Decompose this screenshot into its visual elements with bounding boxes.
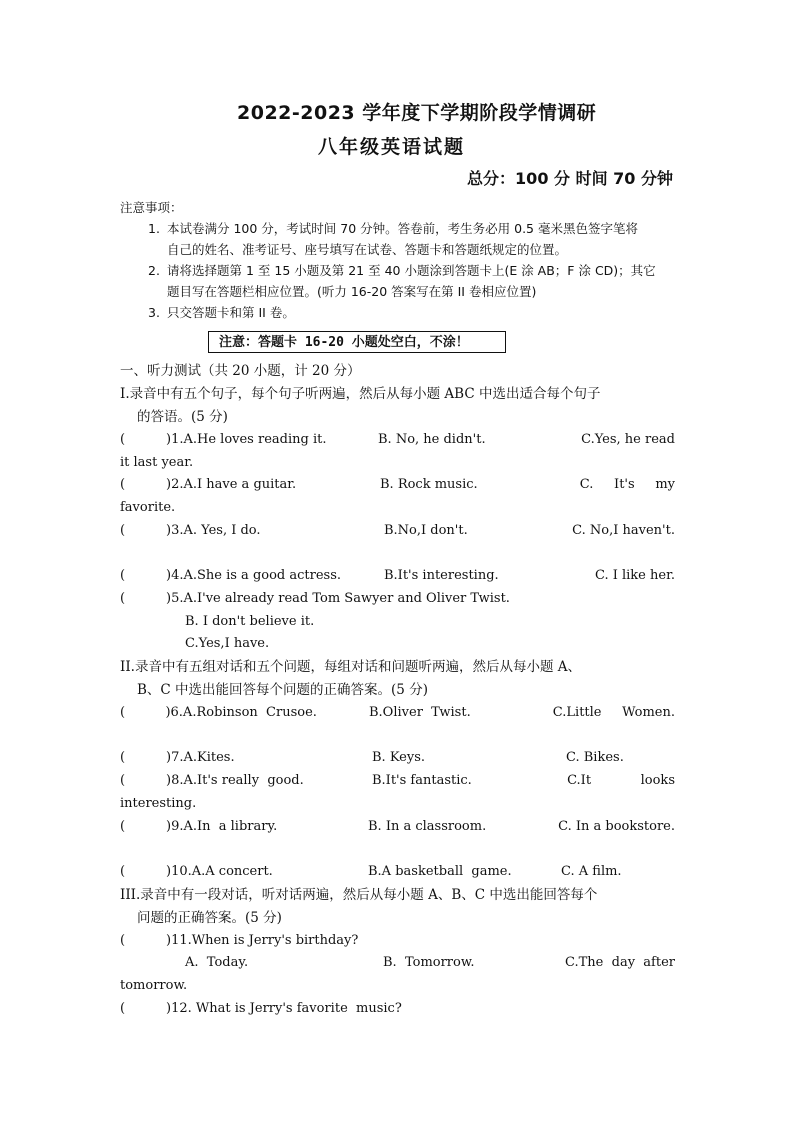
spacer (120, 838, 675, 861)
option-a: )7.A.Kites. (166, 750, 235, 766)
option-b: B. Tomorrow. (383, 955, 475, 971)
options-row (120, 952, 675, 975)
answer-blank[interactable]: ( (120, 818, 126, 834)
part-instruction: II.录音中有五组对话和五个问题，每组对话和问题听两遍，然后从每小题 A、 (120, 659, 581, 676)
note-text: 请将选择题第 1 至 15 小题及第 21 至 40 小题涂到答题卡上(E 涂 AB；F 涂 CD)；其它 (167, 263, 656, 278)
option-b: B.Oliver Twist. (369, 705, 471, 721)
question-row (120, 429, 675, 452)
note-text: 自己的姓名、准考证号、座号填写在试卷、答题卡和答题纸规定的位置。 (167, 242, 568, 257)
option-c: C. No,I haven't. (572, 522, 675, 538)
spacer (120, 725, 675, 748)
option-c: C. Bikes. (566, 750, 624, 766)
option-b: B. In a classroom. (368, 818, 487, 834)
option-a: )3.A. Yes, I do. (166, 522, 261, 538)
question-row (120, 770, 675, 793)
answer-blank[interactable]: ( (120, 863, 126, 879)
option-c: C. It's my (579, 477, 675, 493)
option-c: C.Yes,I have. (185, 636, 270, 652)
question-row (120, 747, 675, 770)
notes-heading: 注意事项： (120, 200, 183, 215)
exam-subtitle: 八年级英语试题 (318, 136, 466, 158)
option-c: C.It looks (567, 773, 675, 789)
part-instruction: I.录音中有五个句子，每个句子听两遍，然后从每小题 ABC 中选出适合每个句子 (120, 386, 601, 402)
answer-blank[interactable]: ( (120, 932, 126, 948)
option-c: C.The day after (565, 955, 675, 971)
answer-blank[interactable]: ( (120, 773, 126, 789)
part-instruction: 问题的正确答案。(5 分) (137, 909, 282, 926)
answer-blank[interactable]: ( (120, 750, 126, 766)
option-b: B. I don't believe it. (185, 613, 315, 629)
option-b: B. Keys. (372, 750, 426, 766)
note-text: 题目写在答题栏相应位置。(听力 16-20 答案写在第 II 卷相应位置) (167, 284, 537, 299)
option-a: )6.A.Robinson Crusoe. (165, 705, 317, 721)
question-stem: )11.When is Jerry's birthday? (166, 932, 359, 948)
question-row (120, 998, 675, 1021)
question-row (120, 565, 675, 588)
part-instruction: 的答语。(5 分) (137, 409, 228, 425)
answer-blank[interactable]: ( (120, 522, 126, 538)
question-stem: )12. What is Jerry's favorite music? (166, 1000, 402, 1016)
answer-blank[interactable]: ( (120, 568, 126, 584)
question-row (120, 520, 675, 543)
answer-blank[interactable]: ( (120, 477, 126, 493)
option-b: B. Rock music. (380, 477, 478, 493)
option-wrap: interesting. (120, 795, 197, 811)
option-c: C.Yes, he read (581, 432, 675, 447)
option-a: )1.A.He loves reading it. (166, 432, 327, 447)
option-a: )5.A.I've already read Tom Sawyer and Oliver Twist. (166, 590, 510, 606)
option-b: B. No, he didn't. (378, 432, 486, 447)
option-a: A. Today. (185, 955, 249, 971)
note-item (120, 260, 675, 302)
option-b: B.No,I don't. (384, 522, 468, 538)
option-b: B.It's interesting. (384, 568, 499, 584)
option-a: )4.A.She is a good actress. (166, 568, 342, 584)
part-instruction: B、C 中选出能回答每个问题的正确答案。(5 分) (137, 682, 428, 699)
option-a: )8.A.It's really good. (166, 773, 304, 789)
option-b: B.It's fantastic. (372, 773, 472, 789)
note-text: 本试卷满分 100 分，考试时间 70 分钟。答卷前，考生务必用 0.5 毫米黑色签字笔将 (167, 221, 638, 236)
section-title: 一、听力测试（共 20 小题，计 20 分） (120, 363, 361, 379)
question-row (120, 930, 675, 953)
option-a: )9.A.In a library. (166, 818, 278, 834)
note-text: 只交答题卡和第 II 卷。 (167, 305, 295, 320)
option-wrap: favorite. (120, 500, 176, 516)
note-item (120, 302, 675, 323)
score-time-line: 总分：100 分 时间 70 分钟 (467, 169, 673, 188)
option-c: C. A film. (561, 863, 622, 879)
answer-blank[interactable]: ( (120, 432, 126, 447)
option-wrap: tomorrow. (120, 978, 188, 994)
question-row (120, 474, 675, 497)
notes-section (120, 198, 675, 323)
note-number: 2. (148, 263, 160, 278)
option-wrap: it last year. (120, 454, 194, 470)
exam-title: 2022-2023 学年度下学期阶段学情调研 (237, 102, 597, 124)
option-c: C. I like her. (594, 568, 675, 584)
answer-blank[interactable]: ( (120, 705, 126, 721)
note-item (120, 218, 675, 260)
option-c: C. In a bookstore. (558, 818, 675, 834)
option-a: )10.A.A concert. (166, 863, 273, 879)
option-b: B.A basketball game. (368, 863, 512, 879)
part-instruction: III.录音中有一段对话，听对话两遍，然后从每小题 A、B、C 中选出能回答每个 (120, 886, 598, 903)
question-row (120, 861, 675, 884)
question-row (120, 816, 675, 839)
answer-blank[interactable]: ( (120, 590, 126, 606)
warning-box: 注意：答题卡 16-20 小题处空白，不涂！ (208, 331, 506, 353)
option-c: C.Little Women. (552, 705, 675, 721)
question-row (120, 702, 675, 725)
question-row (120, 588, 675, 611)
spacer (120, 543, 675, 566)
listening-section (120, 360, 675, 1020)
note-number: 1. (148, 221, 160, 236)
answer-blank[interactable]: ( (120, 1000, 126, 1016)
note-number: 3. (148, 305, 160, 320)
option-a: )2.A.I have a guitar. (166, 477, 297, 493)
